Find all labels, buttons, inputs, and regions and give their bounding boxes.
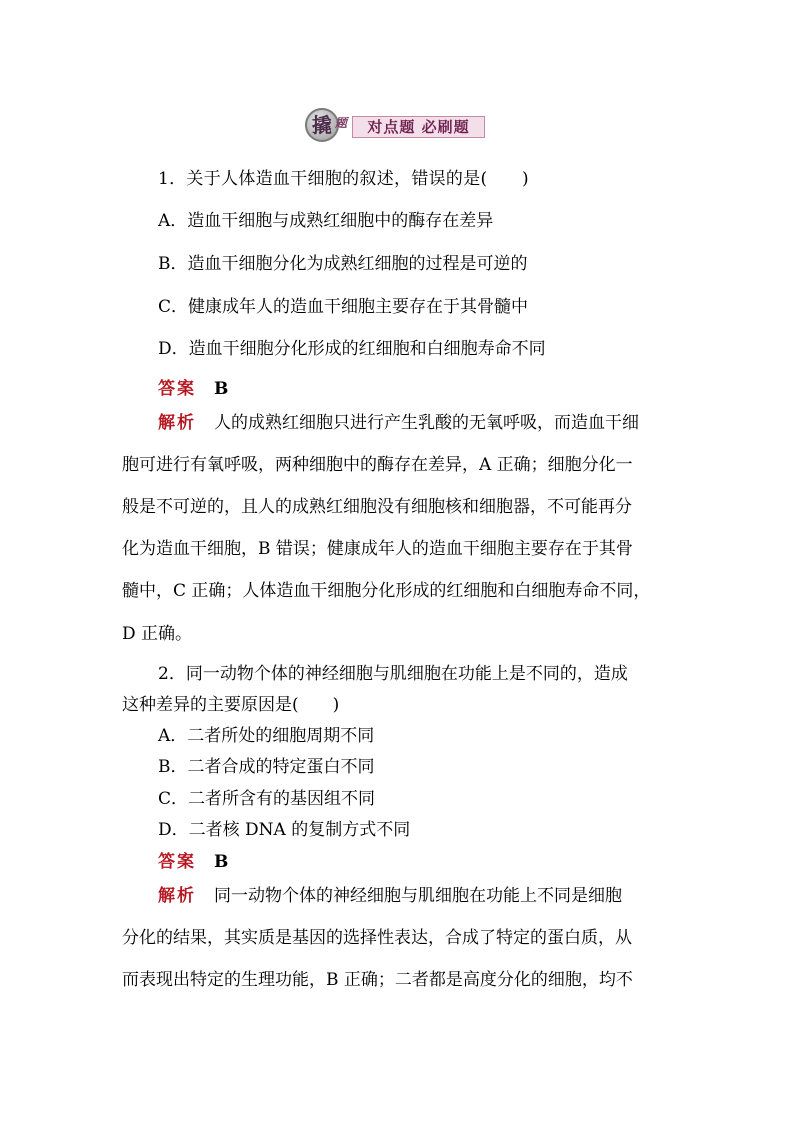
q2-analysis-line-3: 而表现出特定的生理功能，B 正确；二者都是高度分化的细胞，均不 [122, 970, 633, 990]
q1-analysis-line-4: 化为造血干细胞，B 错误；健康成年人的造血干细胞主要存在于其骨 [122, 539, 633, 559]
q2-analysis-row [158, 881, 622, 906]
q1-analysis-line-2: 胞可进行有氧呼吸，两种细胞中的酶存在差异，A 正确；细胞分化一 [122, 455, 633, 475]
q2-stem-line-1: 2．同一动物个体的神经细胞与肌细胞在功能上是不同的，造成 [158, 664, 628, 684]
q2-option-a: A．二者所处的细胞周期不同 [158, 726, 375, 746]
q1-answer-label: 答案 [158, 379, 196, 399]
q1-option-c: C．健康成年人的造血干细胞主要存在于其骨髓中 [158, 297, 529, 317]
q2-answer: B [214, 852, 229, 872]
q1-analysis-line-3: 般是不可逆的，且人的成熟红细胞没有细胞核和细胞器，不可能再分 [122, 497, 632, 517]
q2-option-d: D．二者核 DNA 的复制方式不同 [158, 820, 411, 840]
q1-analysis-label: 解析 [158, 413, 196, 433]
badge-sub-label: 题 [335, 116, 348, 130]
q2-answer-label: 答案 [158, 852, 196, 872]
q2-analysis-line-2: 分化的结果，其实质是基因的选择性表达，合成了特定的蛋白质，从 [122, 928, 632, 948]
q1-analysis-line-6: D 正确。 [122, 624, 193, 644]
q2-option-c: C．二者所含有的基因组不同 [158, 789, 376, 809]
q1-stem: 1．关于人体造血干细胞的叙述，错误的是( ) [158, 169, 529, 189]
q1-option-a: A．造血干细胞与成熟红细胞中的酶存在差异 [158, 211, 494, 231]
q1-option-d: D．造血干细胞分化形成的红细胞和白细胞寿命不同 [158, 339, 546, 359]
q2-stem-line-2: 这种差异的主要原因是( ) [122, 695, 340, 715]
banner-title: 对点题 必刷题 [352, 116, 485, 138]
badge-icon: 撬 [305, 108, 339, 142]
section-banner [305, 108, 485, 142]
q1-analysis-line-1: 人的成熟红细胞只进行产生乳酸的无氧呼吸，而造血干细 [214, 413, 639, 433]
q1-analysis-row [158, 408, 639, 433]
q1-answer: B [214, 379, 229, 399]
q2-analysis-line-1: 同一动物个体的神经细胞与肌细胞在功能上不同是细胞 [214, 886, 622, 906]
q1-option-b: B．造血干细胞分化为成熟红细胞的过程是可逆的 [158, 254, 528, 274]
q2-option-b: B．二者合成的特定蛋白不同 [158, 757, 375, 777]
q2-analysis-label: 解析 [158, 886, 196, 906]
q1-answer-row [158, 374, 228, 399]
q2-answer-row [158, 847, 228, 872]
q1-analysis-line-5: 髓中，C 正确；人体造血干细胞分化形成的红细胞和白细胞寿命不同， [122, 581, 651, 601]
